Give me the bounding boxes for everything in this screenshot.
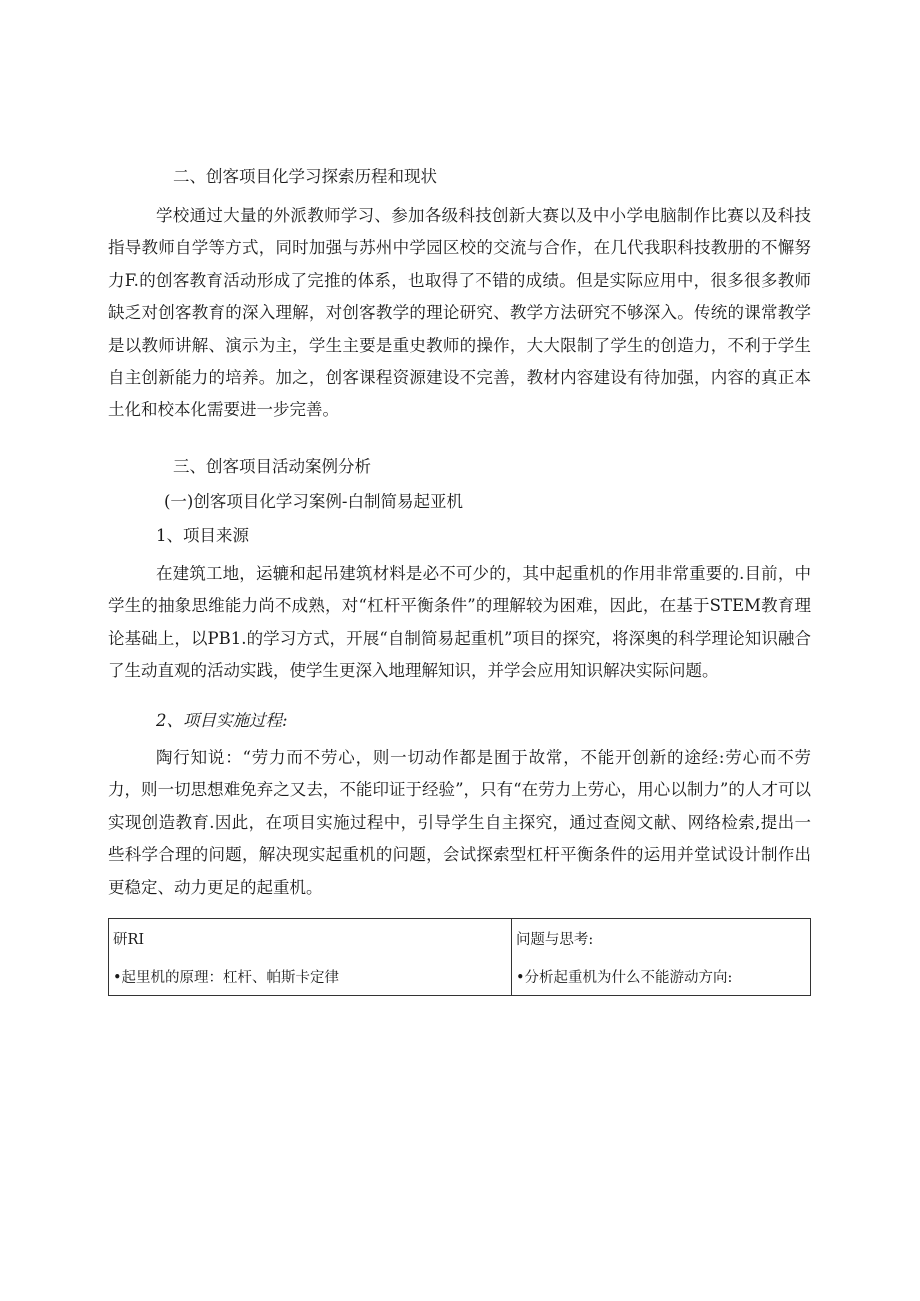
analysis-table (108, 918, 811, 996)
item-1-paragraph: 在建筑工地，运辘和起吊建筑材料是必不可少的，其中起重机的作用非常重要的.目前，中学生的抽象思维能力尚不成熟，对“杠杆平衡条件”的理解较为困难，因此，在基于STEM教育理论基础上，以PB1.的学习方式，开展“自制简易起重机”项目的探究，将深奥的科学理论知识融合了生动直观的活动实践，使学生更深入地理解知识，并学会应用知识解决实际问题。 (108, 564, 811, 681)
item-2-heading: 2、项目实施过程: (156, 711, 288, 730)
table-row (109, 919, 811, 958)
item-2-paragraph: 陶行知说：“劳力而不劳心，则一切动作都是囿于故常，不能开创新的途经:劳心而不劳力，则一切思想难免弃之又去，不能印证于经验”，只有“在劳力上劳心，用心以制力”的人才可以实现创造教育.因此，在项目实施过程中，引导学生自主探究，通过查阅文献、网络检索,提出一些科学合理的问题，解决现实起重机的问题，会试探索型杠杆平衡条件的运用并堂试设计制作出更稳定、动力更足的起重机。 (108, 748, 811, 897)
section-3-heading: 三、创客项目活动案例分析 (173, 457, 371, 476)
table-right-header: 问题与思考: (511, 919, 810, 958)
case-subheading: (一)创客项目化学习案例-白制简易起亚机 (164, 492, 463, 511)
section-2-heading: 二、创客项目化学习探索历程和现状 (173, 167, 437, 186)
table-right-item: •分析起重机为什么不能游动方向: (511, 957, 810, 996)
section-2-paragraph: 学校通过大量的外派教师学习、参加各级科技创新大赛以及中小学电脑制作比赛以及科技指导教师自学等方式，同时加强与苏州中学园区校的交流与合作，在几代我职科技教册的不懈努力F.的创客教育活动形成了完推的体系，也取得了不错的成绩。但是实际应用中，很多很多教师缺乏对创客教育的深入理解，对创客教学的理论研究、教学方法研究不够深入。传统的课常教学是以教师讲解、演示为主，学生主要是重史教师的操作，大大限制了学生的创造力，不利于学生自主创新能力的培养。加之，创客课程资源建设不完善，教材内容建设有待加强，内容的真正本土化和校本化需要进一步完善。 (108, 206, 811, 420)
table-left-item: •起里机的原理：杠杆、帕斯卡定律 (109, 957, 512, 996)
item-1-heading: 1、项目来源 (156, 526, 249, 545)
table-row (109, 957, 811, 996)
table-left-header: 研RI (109, 919, 512, 958)
